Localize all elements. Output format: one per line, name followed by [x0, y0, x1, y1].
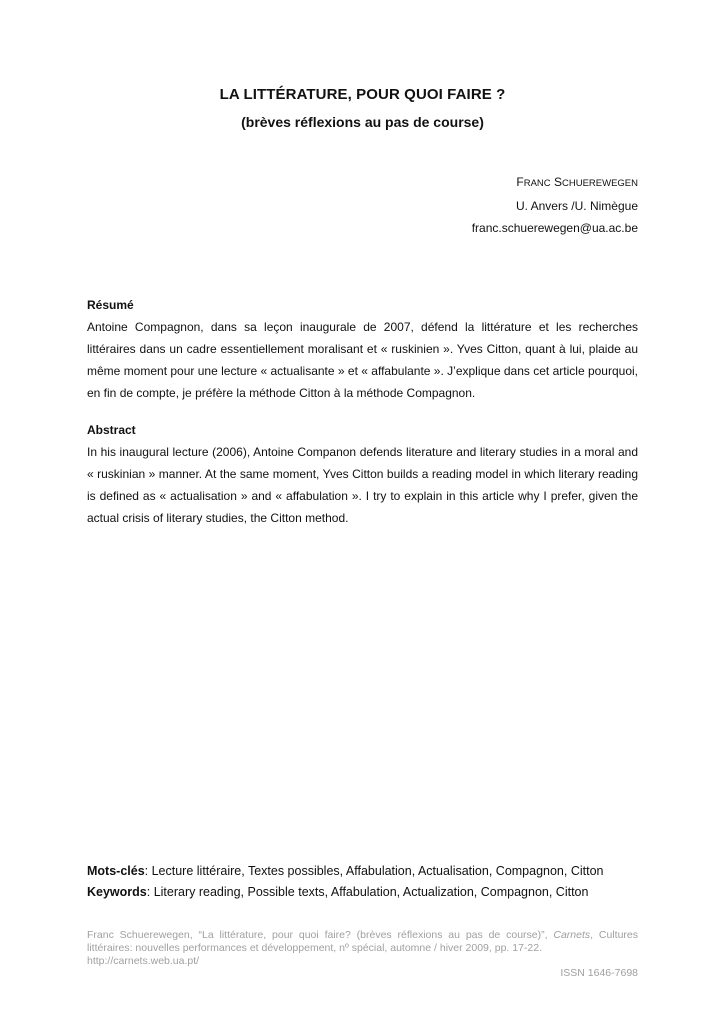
- author-block: [472, 171, 638, 239]
- keywords-en-label: Keywords: [87, 885, 147, 899]
- author-affiliation: U. Anvers /U. Nimègue: [515, 199, 638, 213]
- issn-number: ISSN 1646-7698: [560, 967, 638, 979]
- abstract-heading: Abstract: [87, 423, 136, 437]
- abstract-section: [87, 419, 638, 529]
- keywords-fr-list: : Lecture littéraire, Textes possibles, Affabulation, Actualisation, Compagnon, Citton: [144, 864, 604, 878]
- citation-url[interactable]: http://carnets.web.ua.pt/: [87, 955, 200, 967]
- keywords-fr: [87, 860, 604, 882]
- resume-heading: Résumé: [87, 298, 134, 312]
- citation-footer: [87, 929, 638, 968]
- keywords-en-list: : Literary reading, Possible texts, Affabulation, Actualization, Compagnon, Citton: [146, 885, 589, 899]
- citation-journal: Carnets: [553, 929, 591, 941]
- abstract-text: In his inaugural lecture (2006), Antoine Companon defends literature and literary studies in a moral and « ruskinian » manner. At the same moment, Yves Citton builds a reading model in which literary reading is defined as « actualisation » and « affabulation ». I try to explain in this article why I prefer, given the actual crisis of literary studies, the Citton method.: [87, 445, 638, 525]
- keywords-fr-label: Mots-clés: [87, 864, 145, 878]
- article-title: LA LITTÉRATURE, POUR QUOI FAIRE ?: [219, 86, 506, 103]
- author-email: franc.schuerewegen@ua.ac.be: [471, 221, 638, 235]
- keywords-en: [87, 881, 588, 903]
- resume-section: [87, 294, 638, 404]
- article-subtitle: (brèves réflexions au pas de course): [241, 114, 484, 130]
- citation-text-post: , Cultures littéraires: nouvelles performances et développement, nº spécial, automne / hiver 2009, pp. 17-22.: [87, 929, 638, 954]
- citation-text-pre: Franc Schuerewegen, “La littérature, pour quoi faire? (brèves réflexions au pas de course)”,: [87, 929, 554, 941]
- author-name: FRANC SCHUEREWEGEN: [516, 175, 638, 189]
- resume-text: Antoine Compagnon, dans sa leçon inaugurale de 2007, défend la littérature et les recherches littéraires dans un cadre essentiellement moralisant et « ruskinien ». Yves Citton, quant à lui, plaide au même moment pour une lecture « actualisante » et « affabulante ». J’explique dans cet article pourquoi, en fin de compte, je préfère la méthode Citton à la méthode Compagnon.: [87, 320, 638, 400]
